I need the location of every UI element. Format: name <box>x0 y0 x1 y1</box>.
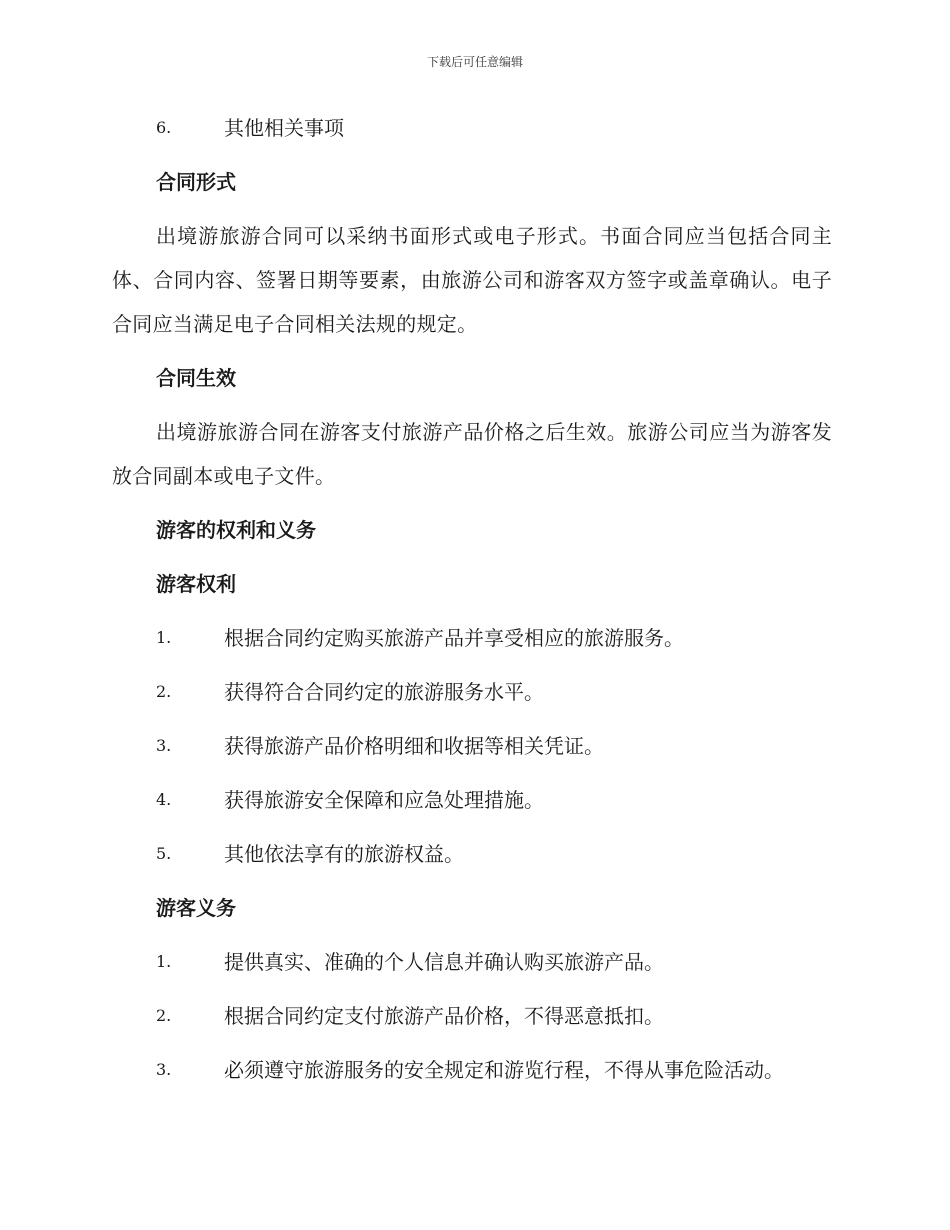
list-text: 获得旅游产品价格明细和收据等相关凭证。 <box>224 734 604 758</box>
list-text: 获得旅游安全保障和应急处理措施。 <box>224 788 544 812</box>
section-heading-rights-obligations: 游客的权利和义务 <box>156 518 316 542</box>
list-number: 4. <box>156 790 172 809</box>
list-item <box>112 994 832 1048</box>
list-text: 根据合同约定支付旅游产品价格，不得恶意抵扣。 <box>224 1004 664 1028</box>
list-text: 提供真实、准确的个人信息并确认购买旅游产品。 <box>224 950 664 974</box>
list-item <box>112 940 832 994</box>
list-item <box>112 616 832 670</box>
list-item <box>112 670 832 724</box>
document-body <box>112 106 832 1102</box>
paragraph-contract-effect: 出境游旅游合同在游客支付旅游产品价格之后生效。旅游公司应当为游客发放合同副本或电子文件。 <box>112 420 832 488</box>
list-item <box>112 724 832 778</box>
list-text: 根据合同约定购买旅游产品并享受相应的旅游服务。 <box>224 626 684 650</box>
list-number: 3. <box>156 1060 172 1079</box>
list-number: 1. <box>156 628 172 647</box>
list-number: 6. <box>156 118 172 137</box>
list-number: 2. <box>156 1006 172 1025</box>
list-text: 获得符合合同约定的旅游服务水平。 <box>224 680 544 704</box>
list-item <box>112 1048 832 1102</box>
section-heading-contract-form: 合同形式 <box>156 170 236 194</box>
section-heading-rights: 游客权利 <box>156 572 236 596</box>
paragraph-contract-form: 出境游旅游合同可以采纳书面形式或电子形式。书面合同应当包括合同主体、合同内容、签署日期等要素，由旅游公司和游客双方签字或盖章确认。电子合同应当满足电子合同相关法规的规定。 <box>112 224 832 336</box>
page-header: 下载后可任意编辑 <box>426 55 523 69</box>
section-heading-obligations: 游客义务 <box>156 896 236 920</box>
list-text: 其他相关事项 <box>224 116 344 140</box>
list-number: 2. <box>156 682 172 701</box>
list-number: 1. <box>156 952 172 971</box>
list-item <box>112 832 832 886</box>
list-item <box>112 106 832 160</box>
list-number: 5. <box>156 844 172 863</box>
list-number: 3. <box>156 736 172 755</box>
list-text: 必须遵守旅游服务的安全规定和游览行程，不得从事危险活动。 <box>224 1058 784 1082</box>
list-item <box>112 778 832 832</box>
section-heading-contract-effect: 合同生效 <box>156 366 236 390</box>
list-text: 其他依法享有的旅游权益。 <box>224 842 464 866</box>
